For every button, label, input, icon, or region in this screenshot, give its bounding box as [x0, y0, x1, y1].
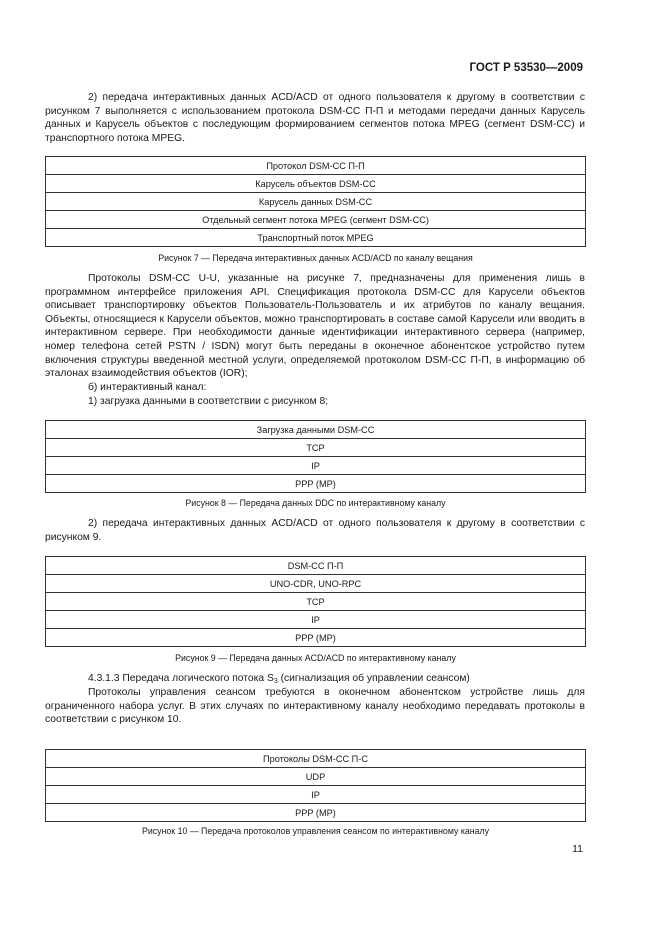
figure-10-caption: Рисунок 10 — Передача протоколов управления сеансом по интерактивному каналу: [141, 826, 490, 836]
figure-9-caption: Рисунок 9 — Передача данных ACD/ACD по интерактивному каналу: [175, 653, 456, 663]
page-number: 11: [572, 843, 583, 855]
document-number: ГОСТ Р 53530—2009: [469, 62, 583, 74]
list-item-b1: 1) загрузка данными в соответствии с рисунком 8;: [88, 396, 329, 407]
paragraph-figure-9-intro: 2) передача интерактивных данных ACD/ACD от одного пользователя к другому в соответствии с рисунком 9.: [45, 518, 585, 543]
figure-10-protocol-stack: [45, 749, 586, 822]
paragraph-session-control: Протоколы управления сеансом требуются в оконечном абонентском устройстве лишь для ограниченного набора услуг. В этих случаях по интерактивному каналу необходимо передавать протоколы в соответствии с рисунком 10.: [45, 687, 585, 726]
section-heading-prefix: 4.3.1.3 Передача логического потока S: [88, 673, 274, 684]
paragraph-dsmcc-uu: Протоколы DSM-CC U-U, указанные на рисунке 7, предназначены для применения лишь в программном интерфейсе приложения API. Спецификация протокола DSM-CC для Карусели объектов описывает транспортировку объектов Пользователь-Пользователь и их атрибутов по каналу вещания. Объекты, относящиеся к Карусели объектов, можно транспортировать в составе самой Карусели или вводить в интерактивном сервере. При необходимости данные идентификации интерактивного сервера (например, номер телефона сетей PSTN / ISDN) могут быть переданы в оконечное абонентское устройство путем включения структуры введенной местной услуги, определяемой протоколом DSM-CC П-П, в информацию об эталонах взаимодействия объектов (IOR);: [45, 273, 585, 380]
figure-9-layer: IP: [46, 611, 586, 629]
figure-9-protocol-stack: [45, 556, 586, 647]
paragraph-figure-7-intro: 2) передача интерактивных данных ACD/ACD от одного пользователя к другому в соответствии с рисунком 7 выполняется с использованием протокола DSM-CC П-П и методами передачи данных Карусель данных и Карусель объектов с последующим формированием сегментов потока MPEG (сегмент DSM-CC) и транспортного потока MPEG.: [45, 92, 585, 144]
figure-7-layer: Протокол DSM-CC П-П: [46, 157, 586, 175]
figure-10-layer: IP: [46, 786, 586, 804]
figure-7-caption: Рисунок 7 — Передача интерактивных данных ACD/ACD по каналу вещания: [158, 253, 473, 263]
figure-9-layer: TCP: [46, 593, 586, 611]
figure-8-protocol-stack: [45, 420, 586, 493]
figure-10-layer: Протоколы DSM-CC П-С: [46, 750, 586, 768]
figure-8-layer: PPP (MP): [46, 475, 586, 493]
figure-7-layer: Транспортный поток MPEG: [46, 229, 586, 247]
figure-8-layer: IP: [46, 457, 586, 475]
figure-7-layer: Отдельный сегмент потока MPEG (сегмент DSM-CC): [46, 211, 586, 229]
list-item-b: б) интерактивный канал:: [88, 382, 207, 393]
figure-10-layer: PPP (MP): [46, 804, 586, 822]
figure-8-layer: TCP: [46, 439, 586, 457]
figure-9-layer: DSM-CC П-П: [46, 557, 586, 575]
figure-10-layer: UDP: [46, 768, 586, 786]
section-heading-subscript: 3: [273, 678, 278, 685]
figure-8-caption: Рисунок 8 — Передача данных DDC по интерактивному каналу: [185, 498, 446, 508]
figure-9-layer: PPP (MP): [46, 629, 586, 647]
figure-7-layer: Карусель данных DSM-CC: [46, 193, 586, 211]
figure-9-layer: UNO-CDR, UNO-RPC: [46, 575, 586, 593]
figure-7-protocol-stack: [45, 156, 586, 247]
figure-7-layer: Карусель объектов DSM-CC: [46, 175, 586, 193]
figure-8-layer: Загрузка данными DSM-CC: [46, 421, 586, 439]
section-heading-suffix: (сигнализация об управлении сеансом): [277, 673, 470, 684]
